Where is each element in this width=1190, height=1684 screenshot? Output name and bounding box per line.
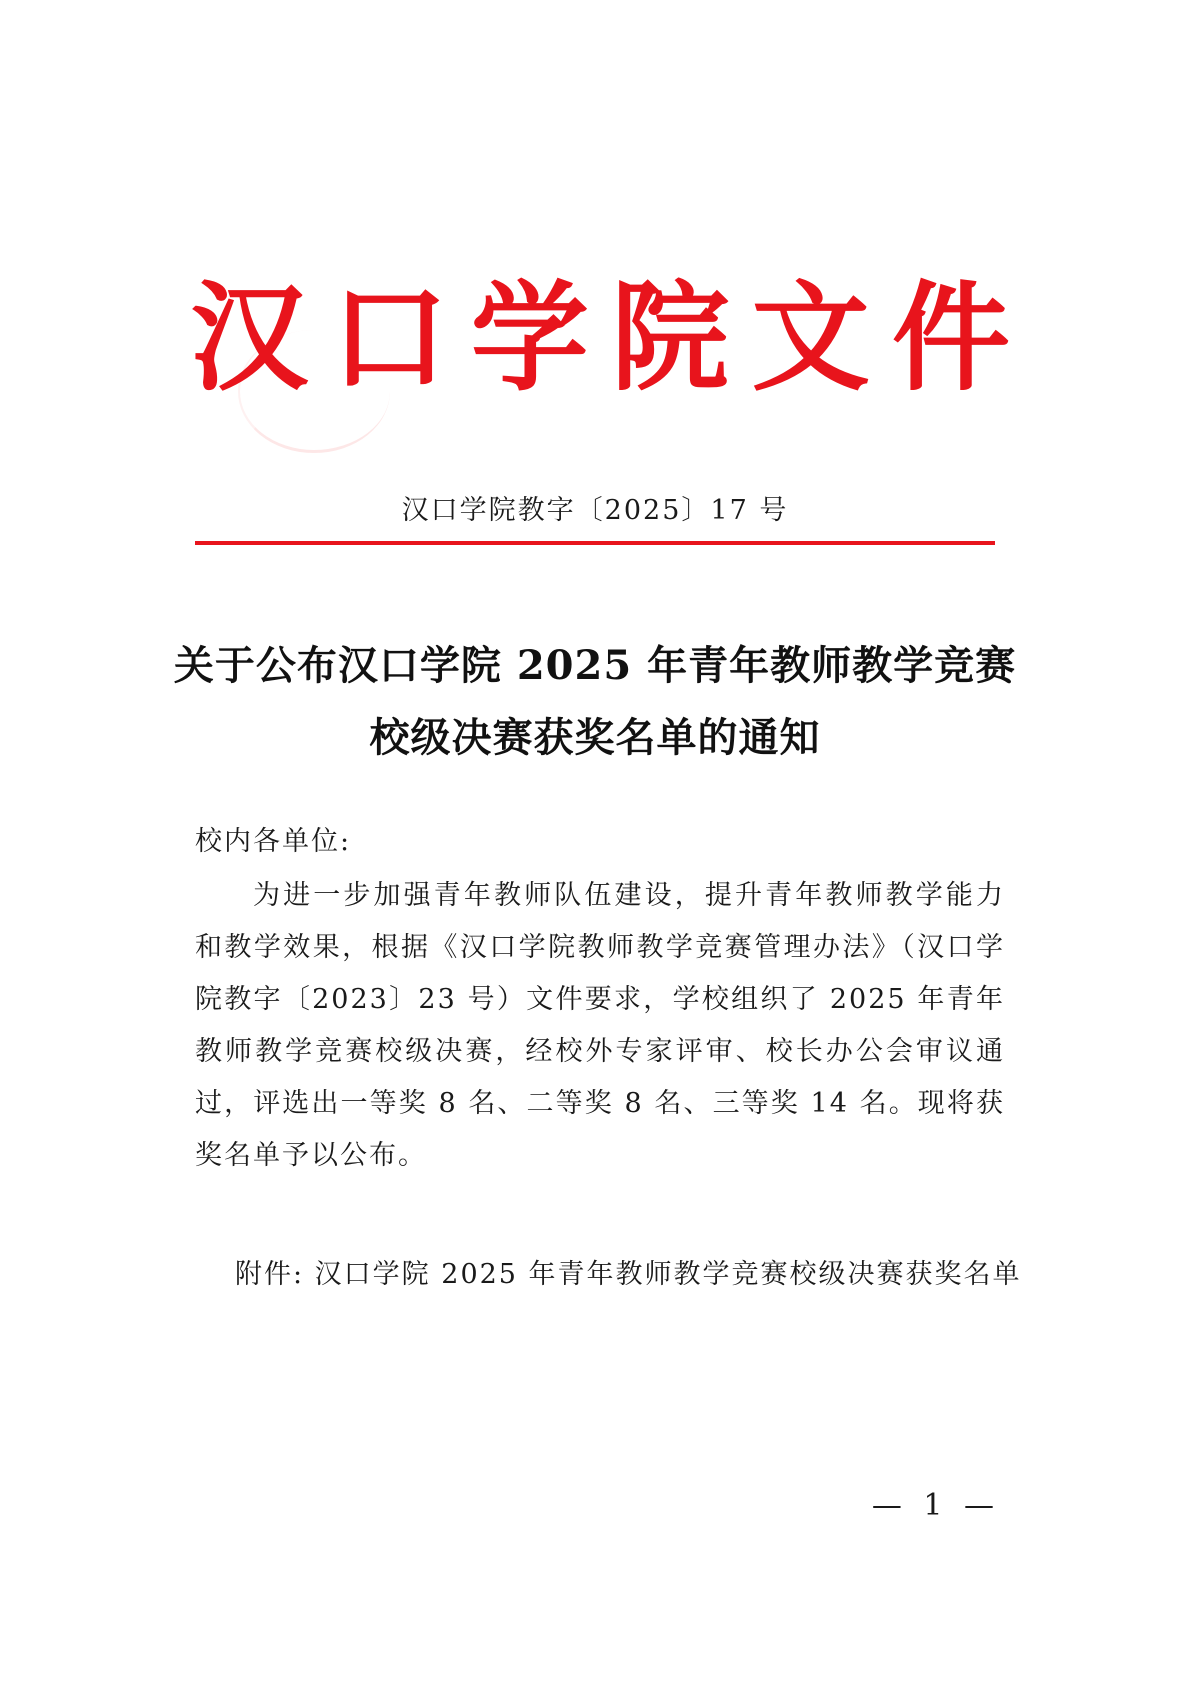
salutation: 校内各单位: xyxy=(195,826,352,857)
red-divider-line xyxy=(195,541,995,545)
page-number: — 1 — xyxy=(871,1488,1000,1523)
header-title-char: 文 xyxy=(751,269,870,407)
notice-title xyxy=(0,630,1190,774)
notice-title-line-2: 校级决赛获奖名单的通知 xyxy=(369,714,821,761)
faint-stamp-trace xyxy=(238,330,390,453)
document-number: 汉口学院教字〔2025〕17 号 xyxy=(401,495,789,526)
notice-body-paragraph: 为进一步加强青年教师队伍建设，提升青年教师教学能力和教学效果，根据《汉口学院教师教学竞赛管理办法》（汉口学院教字〔2023〕23 号）文件要求，学校组织了 2025 年青年教师教学竞赛校级决赛，经校外专家评审、校长办公会审议通过，评选出一等奖 8 名、二等奖 8 名、三等奖 14 名。现将获奖名单予以公布。 xyxy=(195,880,1005,1171)
header-title-char: 口 xyxy=(330,269,449,407)
header-title-char: 学 xyxy=(470,269,589,407)
header-title-char: 院 xyxy=(611,269,730,407)
attachment-line: 附件: 汉口学院 2025 年青年教师教学竞赛校级决赛获奖名单 xyxy=(235,1259,1022,1290)
header-title-char: 件 xyxy=(891,269,1010,407)
header-title-char: 汉 xyxy=(190,269,309,407)
notice-title-line-1: 关于公布汉口学院 2025 年青年教师教学竞赛 xyxy=(173,642,1017,689)
